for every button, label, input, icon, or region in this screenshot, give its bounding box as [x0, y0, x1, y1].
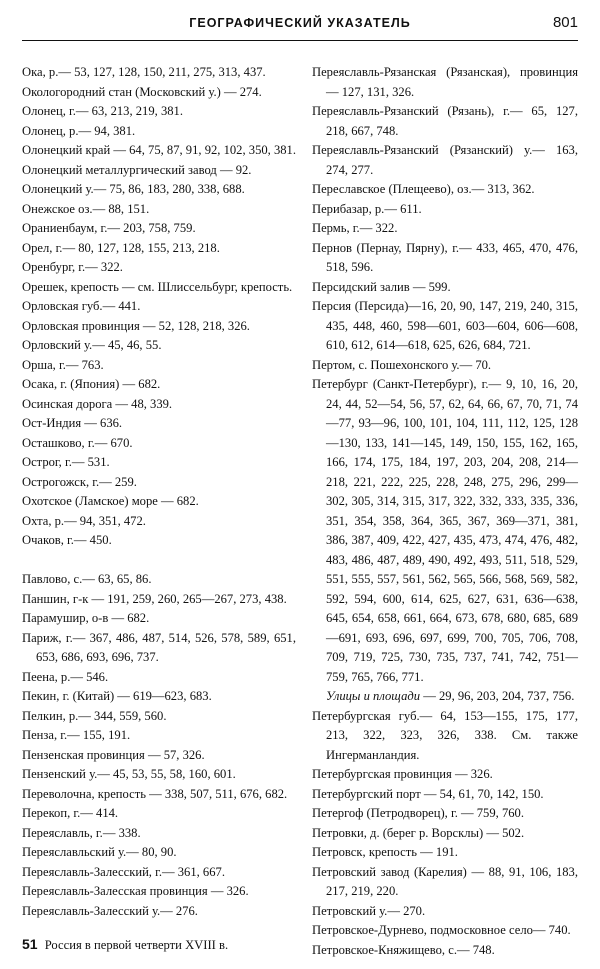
- index-entry: Петровки, д. (берег р. Ворсклы) — 502.: [312, 825, 525, 840]
- index-entry: Переславское (Плещеево), оз.— 313, 362.: [312, 182, 535, 196]
- index-entry: Пертом, с. Пошехонского у.— 70.: [312, 357, 492, 372]
- index-entry: Петербургская провинция — 326.: [312, 767, 493, 781]
- index-entry: Острог, г.— 531.: [22, 455, 110, 469]
- index-entry: Петровск, крепость — 191.: [312, 845, 458, 859]
- index-column-right: [312, 63, 578, 960]
- subentry-heading: Улицы и площади: [326, 689, 421, 703]
- index-entry: Пермь, г.— 322.: [312, 221, 398, 235]
- index-entry: Переяславль, г.— 338.: [22, 825, 141, 840]
- index-entry: Орша, г.— 763.: [22, 357, 104, 372]
- index-entry: Переяславль-Залесский, г.— 361, 667.: [22, 864, 225, 879]
- index-entry: Олонецкий у.— 75, 86, 183, 280, 338, 688.: [22, 182, 245, 196]
- index-entry: Персидский залив — 599.: [312, 279, 451, 294]
- page-number: 801: [552, 14, 578, 31]
- index-entry: Переяславль-Рязанский (Рязань), г.— 65, 127, 218, 667, 748.: [312, 104, 578, 138]
- index-entry: Осташково, г.— 670.: [22, 435, 133, 450]
- index-entry: Пеена, р.— 546.: [22, 669, 109, 684]
- index-entry: Петербург (Санкт-Петербург), г.— 9, 10, 16, 20, 24, 44, 52—54, 56, 57, 62, 64, 66, 67, 70, 71, 74—77, 93—96, 100, 101, 104, 111, 112, 125, 128—130, 133, 141—145, 149, 150, 155, 162, 165, 166, 174, 175, 184, 197, 203, 204, 208, 214—218, 221, 222, 225, 228, 248, 275, 296, 299—302, 305, 314, 315, 317, 322, 332, 333, 335, 336, 351, 354, 358, 364, 365, 367, 369—371, 381, 386, 387, 409, 422, 427, 435, 473, 474, 476, 482, 483, 486, 487, 489, 490, 492, 493, 511, 518, 529, 551, 555, 557, 561, 562, 565, 566, 568, 569, 582, 592, 594, 600, 614, 625, 627, 631, 636—638, 645, 654, 658, 661, 664, 673, 678, 680, 685, 689—691, 693, 696, 697, 699, 700, 705, 706, 708, 709, 719, 725, 730, 735, 737, 741, 742, 751—759, 765, 766, 771.: [312, 377, 578, 684]
- index-entry: Паншин, г-к — 191, 259, 260, 265—267, 273, 438.: [22, 591, 287, 606]
- index-entry: Петровский завод (Карелия) — 88, 91, 106, 183, 217, 219, 220.: [312, 864, 578, 898]
- index-entry: Пелкин, р.— 344, 559, 560.: [22, 708, 167, 723]
- index-entry: Осинская дорога — 48, 339.: [22, 396, 173, 411]
- index-entry: Пензенский у.— 45, 53, 55, 58, 160, 601.: [22, 767, 236, 781]
- index-entry: Онежское оз.— 88, 151.: [22, 201, 150, 216]
- index-entry: Петергоф (Петродворец), г. — 759, 760.: [312, 806, 524, 820]
- index-entry: Переволочна, крепость — 338, 507, 511, 676, 682.: [22, 786, 288, 801]
- index-entry: Ока, р.— 53, 127, 128, 150, 211, 275, 313, 437.: [22, 65, 266, 79]
- index-entry: Переяславльский у.— 80, 90.: [22, 845, 177, 859]
- index-entry: Пензенская провинция — 57, 326.: [22, 747, 205, 762]
- index-entry: Переяславль-Залесский у.— 276.: [22, 903, 198, 918]
- signature-text: Россия в первой четверти XVIII в.: [44, 938, 229, 952]
- index-entry: Петербургский порт — 54, 61, 70, 142, 150.: [312, 786, 544, 801]
- index-entry: Орешек, крепость — см. Шлиссельбург, крепость.: [22, 279, 293, 294]
- subentry-pages: — 29, 96, 203, 204, 737, 756.: [420, 689, 575, 703]
- index-entry: Павлово, с.— 63, 65, 86.: [22, 572, 152, 586]
- index-entry: Петровский у.— 270.: [312, 903, 426, 918]
- index-entry: Орел, г.— 80, 127, 128, 155, 213, 218.: [22, 240, 220, 255]
- index-entry: Пернов (Пернау, Пярну), г.— 433, 465, 470, 476, 518, 596.: [312, 240, 578, 274]
- index-entry: Петербургская губ.— 64, 153—155, 175, 177, 213, 322, 323, 326, 338. См. также Ингерманландия.: [312, 708, 578, 762]
- index-entry: Олонец, р.— 94, 381.: [22, 123, 136, 138]
- index-entry: Орловская провинция — 52, 128, 218, 326.: [22, 318, 250, 333]
- index-entry: Ораниенбаум, г.— 203, 758, 759.: [22, 221, 196, 235]
- index-entry: Перекоп, г.— 414.: [22, 806, 119, 820]
- index-entry: Пекин, г. (Китай) — 619—623, 683.: [22, 689, 212, 703]
- index-subentry: [312, 687, 578, 707]
- index-entry: Оренбург, г.— 322.: [22, 260, 123, 274]
- index-entry: Окологородний стан (Московский у.) — 274.: [22, 84, 262, 99]
- index-entry: Переяславль-Залесская провинция — 326.: [22, 884, 249, 898]
- page-header: [22, 6, 578, 41]
- signature-number: 51: [22, 936, 38, 952]
- index-entry: Очаков, г.— 450.: [22, 533, 112, 547]
- index-entry: Охотское (Ламское) море — 682.: [22, 494, 199, 508]
- index-entry: Осака, г. (Япония) — 682.: [22, 377, 161, 391]
- index-entry: Петровское-Княжищево, с.— 748.: [312, 942, 495, 957]
- running-title: ГЕОГРАФИЧЕСКИЙ УКАЗАТЕЛЬ: [189, 16, 411, 30]
- index-entry: Ост-Индия — 636.: [22, 416, 123, 430]
- index-entry: Охта, р.— 94, 351, 472.: [22, 513, 146, 528]
- index-entry: Париж, г.— 367, 486, 487, 514, 526, 578, 589, 651, 653, 686, 693, 696, 737.: [22, 630, 296, 664]
- index-entry: Парамушир, о-в — 682.: [22, 611, 150, 625]
- index-entry: Орловская губ.— 441.: [22, 299, 141, 313]
- index-entry: Олонецкий металлургический завод — 92.: [22, 162, 252, 177]
- index-entry: Острогожск, г.— 259.: [22, 474, 137, 489]
- index-entry: Переяславль-Рязанский (Рязанский) у.— 163, 274, 277.: [312, 143, 578, 177]
- index-entry: Переяславль-Рязанская (Рязанская), провинция — 127, 131, 326.: [312, 65, 578, 99]
- index-entry: Олонецкий край — 64, 75, 87, 91, 92, 102, 350, 381.: [22, 143, 296, 157]
- index-entry: Пенза, г.— 155, 191.: [22, 728, 131, 742]
- index-entry: Перибазар, р.— 611.: [312, 201, 422, 216]
- index-entry: Олонец, г.— 63, 213, 219, 381.: [22, 104, 183, 118]
- index-entry: Петровское-Дурнево, подмосковное село— 740.: [312, 923, 571, 937]
- index-entry: Орловский у.— 45, 46, 55.: [22, 338, 162, 352]
- index-column-left: [22, 63, 296, 921]
- page-footer: [22, 936, 228, 953]
- index-entry: Персия (Персида)—16, 20, 90, 147, 219, 240, 315, 435, 448, 460, 598—601, 603—604, 606—608, 610, 612, 614—618, 625, 626, 684, 721.: [312, 299, 578, 352]
- section-gap: [22, 551, 296, 571]
